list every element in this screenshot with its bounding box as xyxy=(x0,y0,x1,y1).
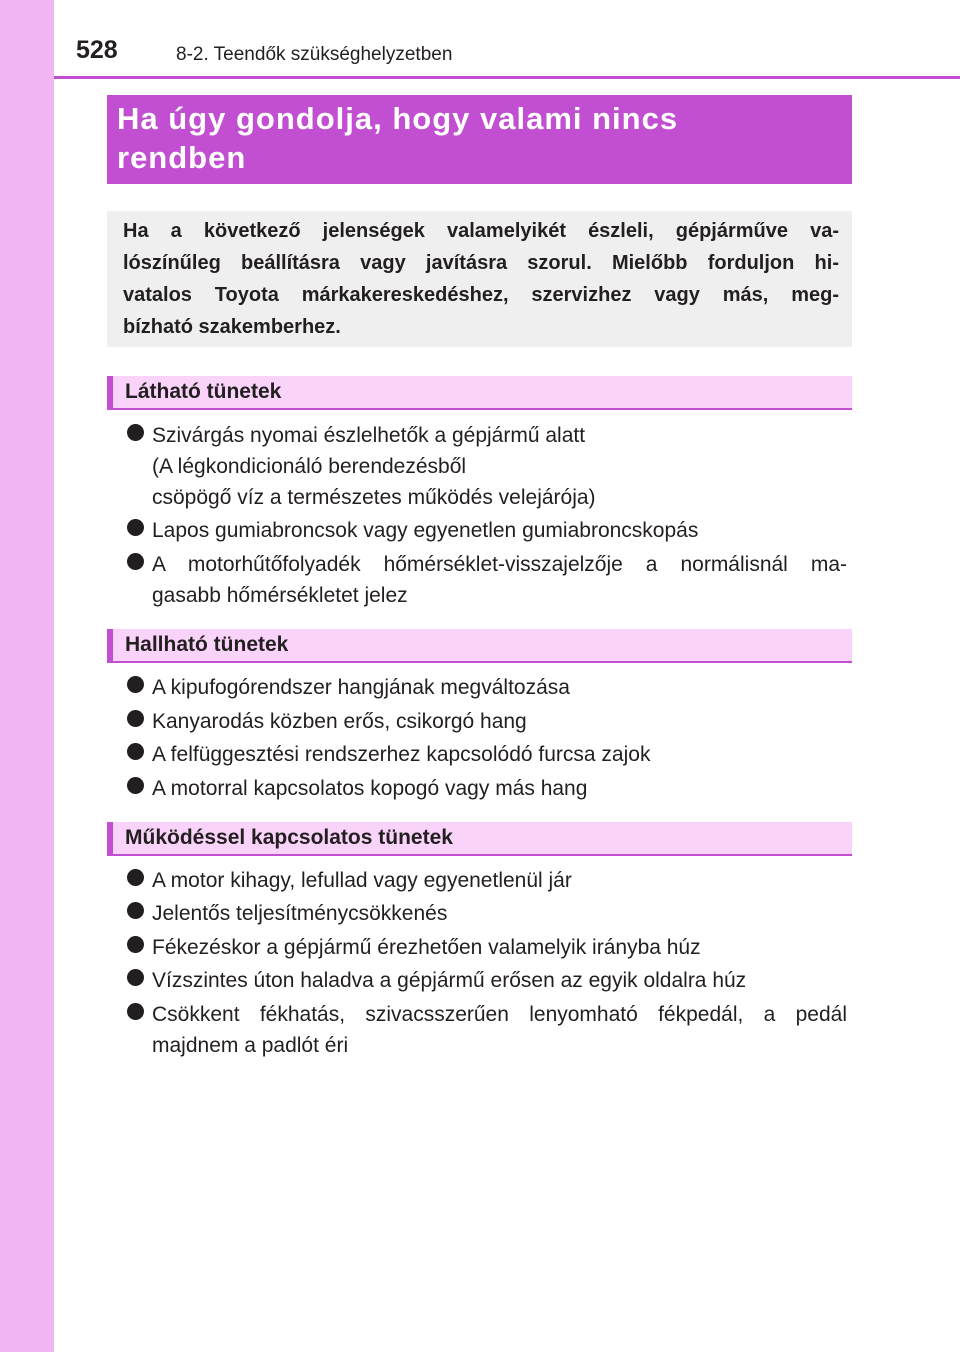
bullet-icon xyxy=(127,553,144,570)
list-item-line: gasabb hőmérsékletet jelez xyxy=(152,584,408,607)
list-item-line: csöpögő víz a természetes működés velejárója) xyxy=(152,486,596,509)
list-item-line: Csökkent fékhatás, szivacsszerűen lenyomható fékpedál, a pedál xyxy=(152,1003,847,1026)
intro-line: lószínűleg beállításra vagy javításra szorul. Mielőbb forduljon hi- xyxy=(123,252,839,274)
side-thumb-strip xyxy=(0,0,54,1352)
chapter-header: 8-2. Teendők szükséghelyzetben xyxy=(176,44,453,65)
intro-line: bízható szakemberhez. xyxy=(123,316,341,338)
list-item xyxy=(127,865,847,896)
page-title-bar xyxy=(107,95,852,184)
list-item xyxy=(127,999,847,1061)
list-item xyxy=(127,932,847,963)
bullet-icon xyxy=(127,519,144,536)
list-item-line: Szivárgás nyomai észlelhetők a gépjármű alatt xyxy=(152,424,586,447)
bullet-icon xyxy=(127,902,144,919)
bullet-icon xyxy=(127,676,144,693)
intro-line: Ha a következő jelenségek valamelyikét észleli, gépjárműve va- xyxy=(123,220,839,242)
list-item-line: Lapos gumiabroncsok vagy egyenetlen gumiabroncskopás xyxy=(152,519,699,542)
list-item xyxy=(127,420,847,513)
list-item-line: Jelentős teljesítménycsökkenés xyxy=(152,902,448,925)
bullet-icon xyxy=(127,936,144,953)
page-title-line: Ha úgy gondolja, hogy valami nincs xyxy=(117,101,679,136)
section-heading-operational xyxy=(107,822,852,856)
list-item-line: A motorral kapcsolatos kopogó vagy más hang xyxy=(152,777,588,800)
list-item-line: majdnem a padlót éri xyxy=(152,1034,349,1057)
intro-line: vatalos Toyota márkakereskedéshez, szervizhez vagy más, meg- xyxy=(123,284,839,306)
header-rule xyxy=(54,76,960,79)
list-item xyxy=(127,898,847,929)
list-item xyxy=(127,549,847,611)
intro-text xyxy=(123,215,839,343)
section-heading-visible xyxy=(107,376,852,410)
list-item xyxy=(127,965,847,996)
section-heading-text: Látható tünetek xyxy=(125,380,282,403)
list-item xyxy=(127,706,847,737)
bullet-icon xyxy=(127,743,144,760)
section-heading-text: Hallható tünetek xyxy=(125,633,289,656)
list-item-line: Vízszintes úton haladva a gépjármű erősen az egyik oldalra húz xyxy=(152,969,747,992)
list-item xyxy=(127,773,847,804)
bullet-icon xyxy=(127,969,144,986)
list-item-line: A motor kihagy, lefullad vagy egyenetlenül jár xyxy=(152,869,572,892)
bullet-icon xyxy=(127,424,144,441)
list-item-line: (A légkondicionáló berendezésből xyxy=(152,455,467,478)
section-heading-audible xyxy=(107,629,852,663)
page-number: 528 xyxy=(76,36,118,64)
list-item-line: A motorhűtőfolyadék hőmérséklet-visszajelzője a normálisnál ma- xyxy=(152,553,847,576)
list-item-line: Fékezéskor a gépjármű érezhetően valamelyik irányba húz xyxy=(152,936,701,959)
list-item xyxy=(127,515,847,546)
page-title xyxy=(117,99,817,177)
section-heading-text: Működéssel kapcsolatos tünetek xyxy=(125,826,453,849)
bullet-icon xyxy=(127,1003,144,1020)
list-item xyxy=(127,672,847,703)
bullet-icon xyxy=(127,777,144,794)
bullet-icon xyxy=(127,710,144,727)
list-item-line: A felfüggesztési rendszerhez kapcsolódó furcsa zajok xyxy=(152,743,651,766)
page-title-line: rendben xyxy=(117,140,247,175)
bullet-icon xyxy=(127,869,144,886)
list-item xyxy=(127,739,847,770)
list-item-line: Kanyarodás közben erős, csikorgó hang xyxy=(152,710,527,733)
list-item-line: A kipufogórendszer hangjának megváltozása xyxy=(152,676,570,699)
intro-box xyxy=(107,211,852,347)
